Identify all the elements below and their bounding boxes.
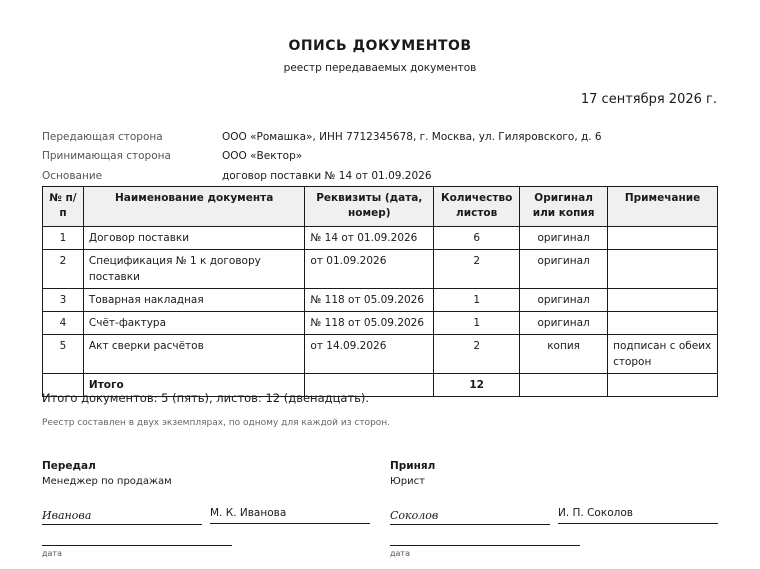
cell-details: № 14 от 01.09.2026 <box>305 227 434 250</box>
basis-label: Основание <box>42 169 103 182</box>
sender-position: Менеджер по продажам <box>42 476 172 487</box>
sender-name: М. К. Иванова <box>210 505 370 524</box>
cell-total-label: Итого <box>83 374 304 397</box>
cell-note <box>608 312 718 335</box>
cell-name: Товарная накладная <box>83 289 304 312</box>
cell-sheets: 1 <box>434 312 520 335</box>
sender-value: ООО «Ромашка», ИНН 7712345678, г. Москва, ул. Гиляровского, д. 6 <box>222 130 602 143</box>
documents-table <box>42 186 718 397</box>
header-note: Примечание <box>608 187 718 227</box>
cell-original: оригинал <box>520 250 608 289</box>
receiver-position: Юрист <box>390 476 425 487</box>
cell-num: 3 <box>43 289 84 312</box>
note-text: Реестр составлен в двух экземплярах, по одному для каждой из сторон. <box>42 418 391 428</box>
document-subtitle: реестр передаваемых документов <box>283 62 477 74</box>
receiver-signature-block <box>390 460 720 558</box>
basis-row <box>42 166 602 186</box>
cell-original: оригинал <box>520 227 608 250</box>
cell-total-sheets: 12 <box>434 374 520 397</box>
cell-note <box>608 227 718 250</box>
receiver-row <box>42 147 602 167</box>
cell-note: подписан с обеих сторон <box>608 335 718 374</box>
cell-original: копия <box>520 335 608 374</box>
header-original: Оригинал или копия <box>520 187 608 227</box>
cell-sheets: 2 <box>434 335 520 374</box>
sender-date-caption: дата <box>42 549 62 558</box>
cell-total-original <box>520 374 608 397</box>
receiver-role: Принял <box>390 460 436 472</box>
cell-name: Счёт-фактура <box>83 312 304 335</box>
sender-role: Передал <box>42 460 96 472</box>
cell-details: № 118 от 05.09.2026 <box>305 289 434 312</box>
receiver-date-line <box>390 545 580 547</box>
table-row <box>43 312 718 335</box>
table-row <box>43 227 718 250</box>
header-num: № п/п <box>43 187 84 227</box>
receiver-value: ООО «Вектор» <box>222 150 303 163</box>
cell-num: 2 <box>43 250 84 289</box>
table-row <box>43 335 718 374</box>
cell-sheets: 1 <box>434 289 520 312</box>
cell-sheets: 2 <box>434 250 520 289</box>
cell-total-note <box>608 374 718 397</box>
cell-original: оригинал <box>520 289 608 312</box>
sender-row <box>42 127 602 147</box>
document-title: ОПИСЬ ДОКУМЕНТОВ <box>288 38 472 54</box>
cell-num: 4 <box>43 312 84 335</box>
cell-name: Спецификация № 1 к договору поставки <box>83 250 304 289</box>
cell-note <box>608 250 718 289</box>
parties-block <box>42 127 602 186</box>
summary-text: Итого документов: 5 (пять), листов: 12 (двенадцать). <box>42 391 370 405</box>
sender-signature-block <box>42 460 372 558</box>
table-row <box>43 250 718 289</box>
cell-details: от 14.09.2026 <box>305 335 434 374</box>
table-header-row <box>43 187 718 227</box>
header-name: Наименование документа <box>83 187 304 227</box>
receiver-name: И. П. Соколов <box>558 505 718 524</box>
receiver-date-caption: дата <box>390 549 410 558</box>
sender-signature: Иванова <box>42 508 202 525</box>
cell-details: № 118 от 05.09.2026 <box>305 312 434 335</box>
cell-details: от 01.09.2026 <box>305 250 434 289</box>
sender-label: Передающая сторона <box>42 130 163 143</box>
cell-num: 5 <box>43 335 84 374</box>
receiver-signature: Соколов <box>390 508 550 525</box>
cell-name: Акт сверки расчётов <box>83 335 304 374</box>
basis-value: договор поставки № 14 от 01.09.2026 <box>222 169 432 182</box>
cell-original: оригинал <box>520 312 608 335</box>
cell-note <box>608 289 718 312</box>
cell-sheets: 6 <box>434 227 520 250</box>
document-date: 17 сентября 2026 г. <box>580 92 717 107</box>
table-row <box>43 289 718 312</box>
header-details: Реквизиты (дата, номер) <box>305 187 434 227</box>
header-sheets: Количество листов <box>434 187 520 227</box>
cell-name: Договор поставки <box>83 227 304 250</box>
cell-num: 1 <box>43 227 84 250</box>
sender-date-line <box>42 545 232 547</box>
receiver-label: Принимающая сторона <box>42 150 171 163</box>
